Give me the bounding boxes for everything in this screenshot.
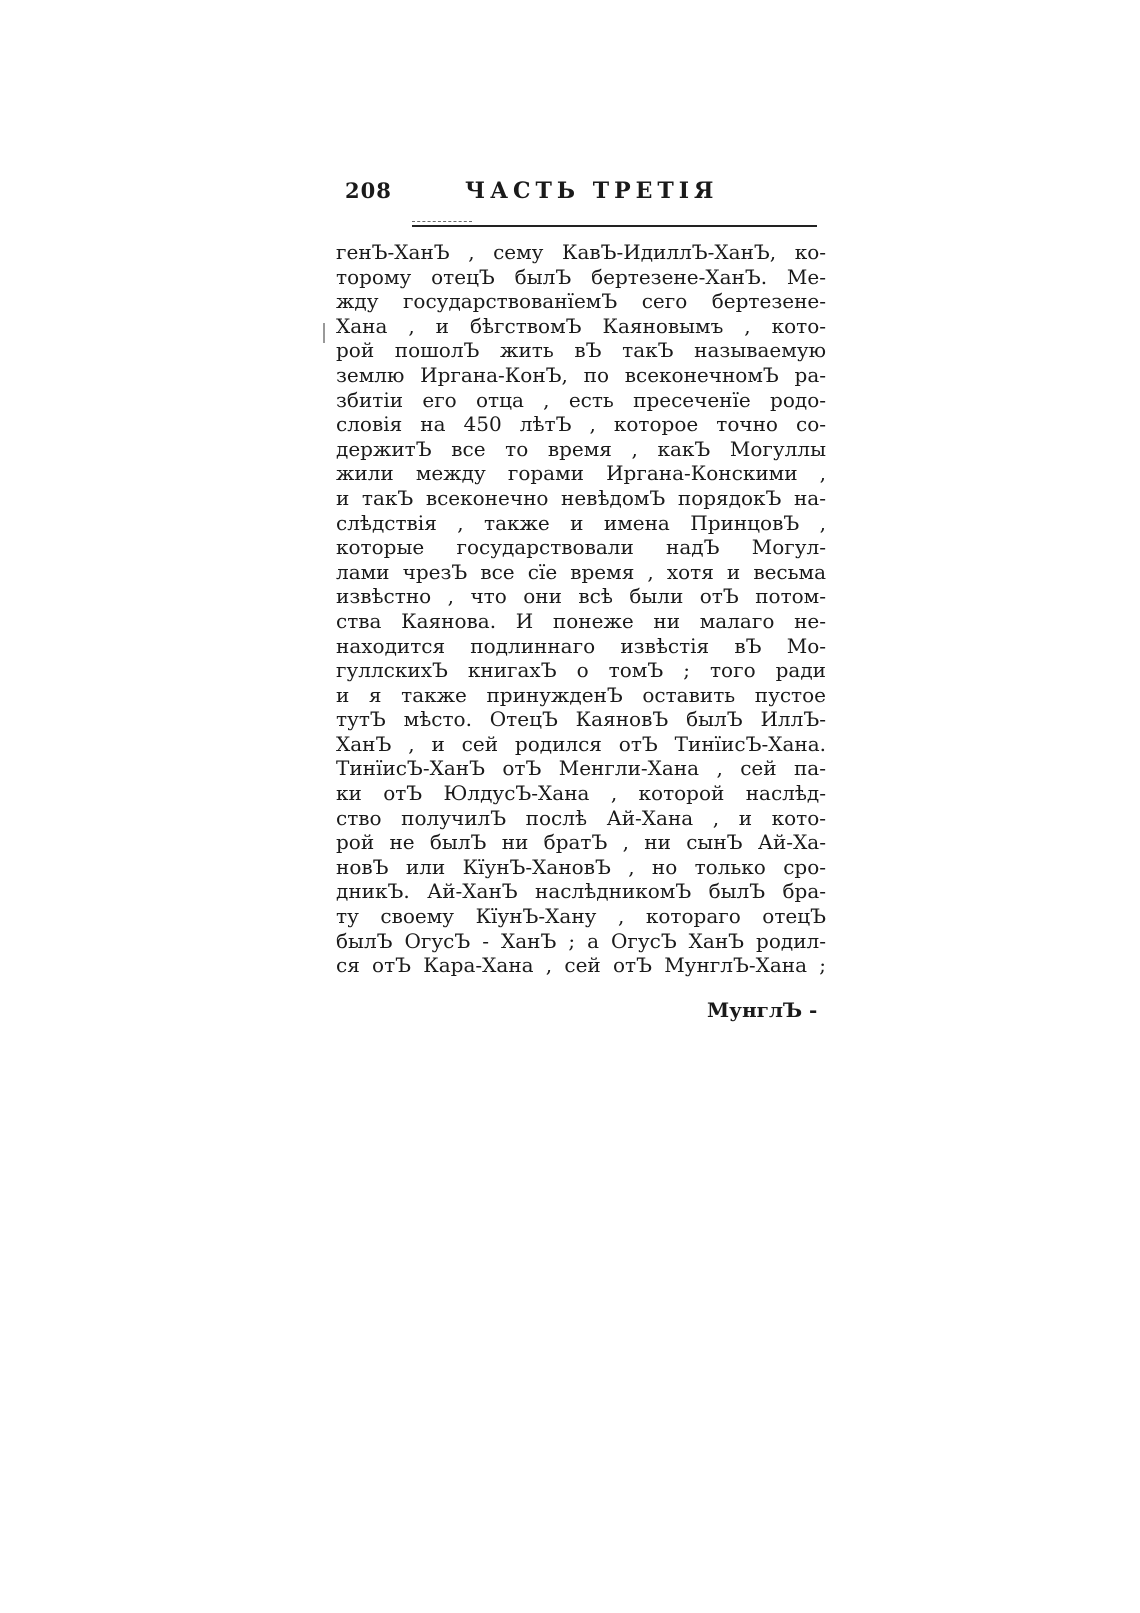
body-line: тутЪ мѣсто. ОтецЪ КаяновЪ былЪ ИллЪ- xyxy=(336,707,826,732)
body-line: которые государствовали надЪ Могул- xyxy=(336,535,826,560)
body-line: находится подлиннаго извѣстія вЪ Мо- xyxy=(336,633,826,658)
body-line: ства Каянова. И понеже ни малаго не- xyxy=(336,608,826,633)
body-line: гуллскихЪ книгахЪ о томЪ ; того ради xyxy=(336,658,826,683)
catchword: МунглЪ - xyxy=(707,998,818,1022)
body-line: ТинїисЪ-ХанЪ отЪ Менгли-Хана , сей па- xyxy=(336,756,826,781)
page-number: 208 xyxy=(345,178,392,203)
body-line: жили между горами Иргана-Конскими , xyxy=(336,461,826,486)
body-line: новЪ или КїунЪ-ХановЪ , но только сро- xyxy=(336,854,826,879)
body-line: жду государствованїемЪ сего бертезене- xyxy=(336,289,826,314)
body-line: ся отЪ Кара-Хана , сей отЪ МунглЪ-Хана ; xyxy=(336,953,826,978)
body-line: былЪ ОгусЪ - ХанЪ ; а ОгусЪ ХанЪ родил- xyxy=(336,928,826,953)
body-line: лами чрезЪ все сїе время , хотя и весьма xyxy=(336,559,826,584)
body-line: торому отецЪ былЪ бертезене-ХанЪ. Ме- xyxy=(336,264,826,289)
body-line: слѣдствія , также и имена ПринцовЪ , xyxy=(336,510,826,535)
body-line: ХанЪ , и сей родился отЪ ТинїисЪ-Хана. xyxy=(336,731,826,756)
body-line: дникЪ. Ай-ХанЪ наслѣдникомЪ былЪ бра- xyxy=(336,879,826,904)
body-line: держитЪ все то время , какЪ Могуллы xyxy=(336,436,826,461)
body-line: ки отЪ ЮлдусЪ-Хана , которой наслѣд- xyxy=(336,781,826,806)
page-header xyxy=(335,178,825,218)
running-head: ЧАСТЬ ТРЕТІЯ xyxy=(465,178,719,204)
body-text xyxy=(336,240,826,978)
body-line: збитіи его отца , есть пресеченїе родо- xyxy=(336,387,826,412)
body-line: извѣстно , что они всѣ были отЪ потом- xyxy=(336,584,826,609)
header-rule xyxy=(412,225,817,227)
body-line: ство получилЪ послѣ Ай-Хана , и кото- xyxy=(336,805,826,830)
body-line: рой не былЪ ни братЪ , ни сынЪ Ай-Ха- xyxy=(336,830,826,855)
body-line: генЪ-ХанЪ , сему КавЪ-ИдиллЪ-ХанЪ, ко- xyxy=(336,240,826,264)
body-line: ту своему КїунЪ-Хану , котораго отецЪ xyxy=(336,904,826,929)
body-line: и такЪ всеконечно невѣдомЪ порядокЪ на- xyxy=(336,485,826,510)
body-line: рой пошолЪ жить вЪ такЪ называемую xyxy=(336,338,826,363)
body-line: землю Иргана-КонЪ, по всеконечномЪ ра- xyxy=(336,362,826,387)
header-rule-dashes xyxy=(412,221,472,222)
body-line: словія на 450 лѣтЪ , которое точно со- xyxy=(336,412,826,437)
body-line: и я также принужденЪ оставить пустое xyxy=(336,682,826,707)
margin-mark xyxy=(323,323,325,343)
body-line: Хана , и бѣгствомЪ Каяновымъ , кото- xyxy=(336,313,826,338)
